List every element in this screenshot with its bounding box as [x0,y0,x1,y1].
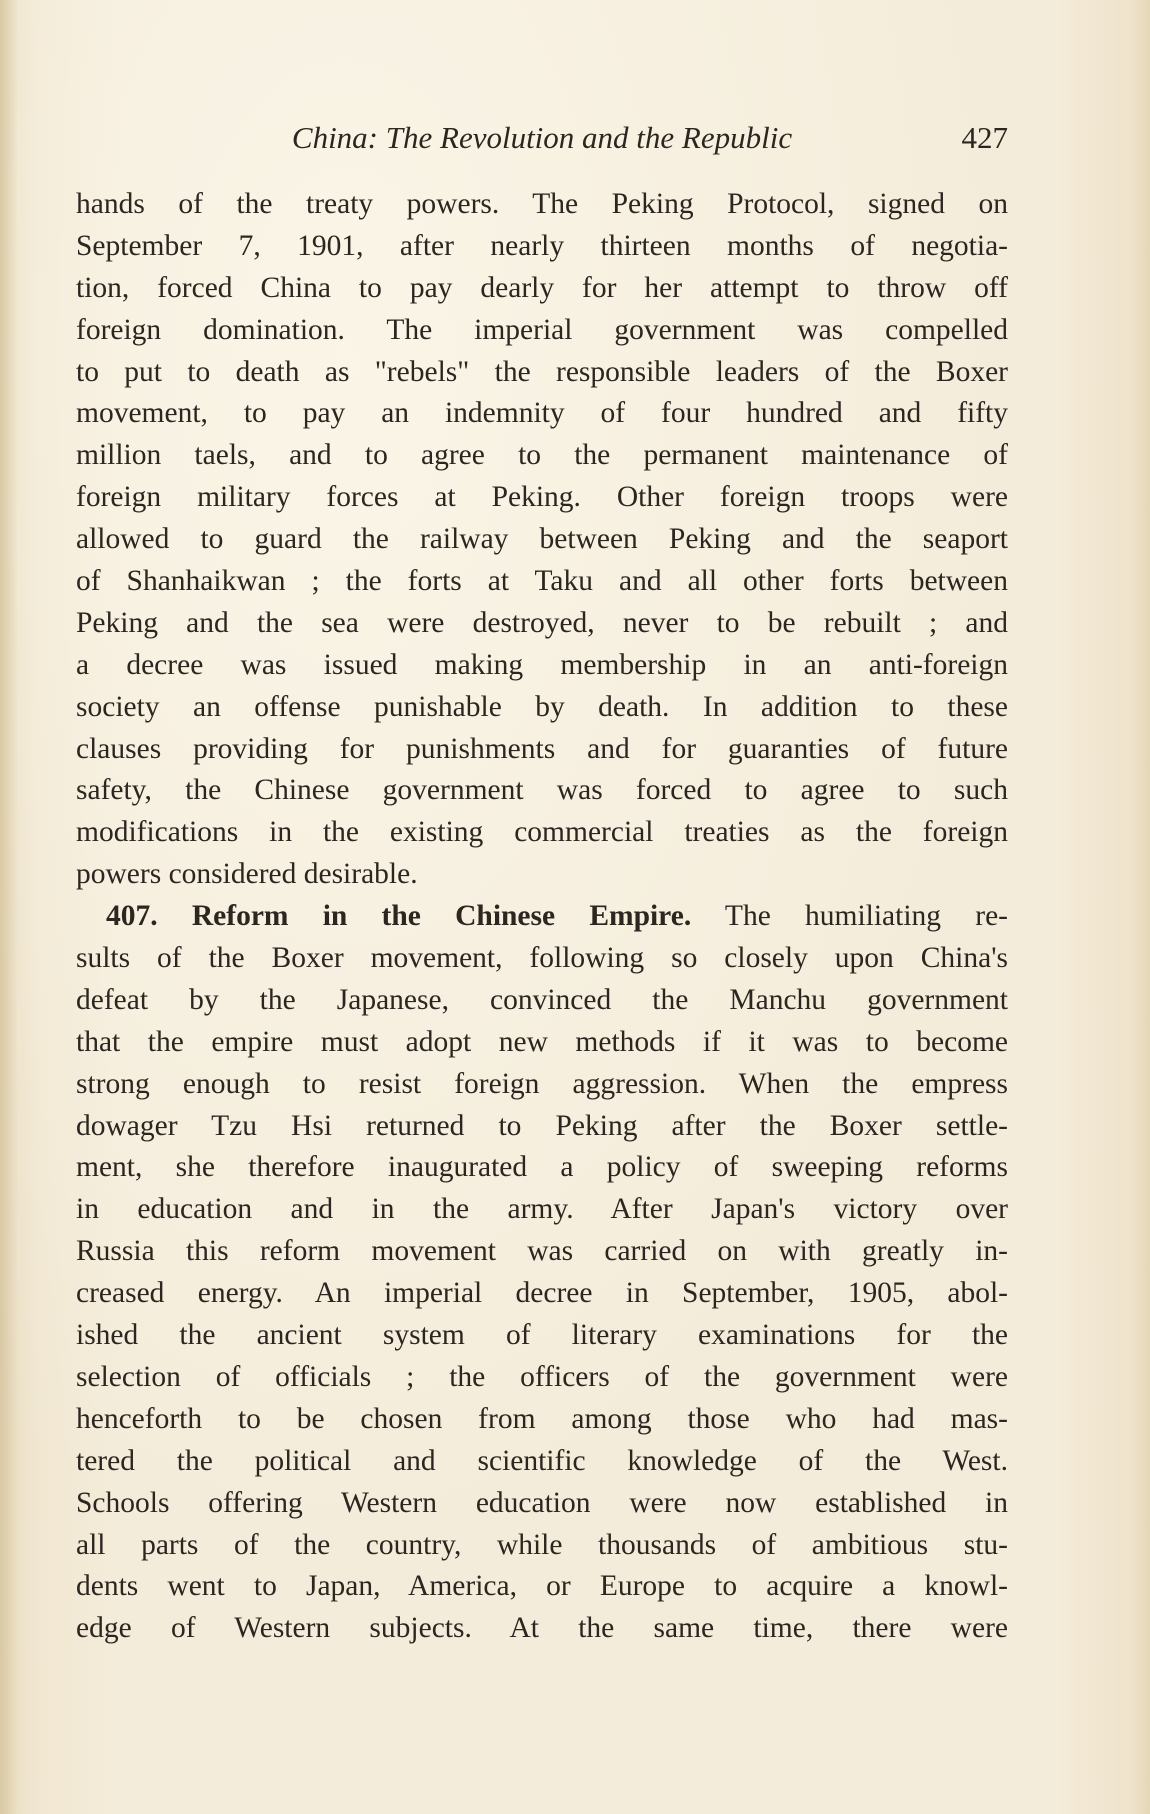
text-line: million taels, and to agree to the permanent maintenance of [76,439,1008,472]
text-line: Peking and the sea were destroyed, never to be rebuilt ; and [76,606,1008,639]
text-line: of Shanhaikwan ; the forts at Taku and all other forts between [76,565,1008,598]
body-text [76,184,1008,1650]
text-line: September 7, 1901, after nearly thirteen months of negotia- [76,229,1008,262]
text-line: allowed to guard the railway between Peking and the seaport [76,523,1008,556]
text-line: that the empire must adopt new methods if it was to become [76,1025,1008,1058]
page-number: 427 [961,120,1008,155]
text-line: sults of the Boxer movement, following so closely upon China's [76,942,1008,975]
text-line: Russia this reform movement was carried on with greatly in- [76,1235,1008,1268]
text-line: defeat by the Japanese, convinced the Manchu government [76,983,1008,1016]
page-header [76,116,1008,166]
text-line: tered the political and scientific knowledge of the West. [76,1444,1008,1477]
text-line: to put to death as "rebels" the responsible leaders of the Boxer [76,355,1008,388]
section-407 [76,896,1008,1650]
text-line: movement, to pay an indemnity of four hundred and fifty [76,397,1008,430]
text-line: safety, the Chinese government was forced to agree to such [76,774,1008,807]
text-line: tion, forced China to pay dearly for her attempt to throw off [76,271,1008,304]
text-line: creased energy. An imperial decree in September, 1905, abol- [76,1277,1008,1310]
running-title: China: The Revolution and the Republic [291,120,793,155]
text-line: foreign domination. The imperial government was compelled [76,313,1008,346]
text-line: clauses providing for punishments and for guaranties of future [76,732,1008,765]
text-line: dowager Tzu Hsi returned to Peking after the Boxer settle- [76,1109,1008,1142]
text-line: Schools offering Western education were now established in [76,1486,1008,1519]
text-line: edge of Western subjects. At the same time, there were [76,1612,1008,1645]
text-line: a decree was issued making membership in an anti-foreign [76,648,1008,681]
text-line: powers considered desirable. [76,858,418,891]
section-heading: 407. Reform in the Chinese Empire. [106,900,692,933]
text-line: foreign military forces at Peking. Other foreign troops were [76,481,1008,514]
text-line: society an offense punishable by death. In addition to these [76,690,1008,723]
text-line: modifications in the existing commercial treaties as the foreign [76,816,1008,849]
text-line: all parts of the country, while thousands of ambitious stu- [76,1528,1008,1561]
section-first-line [76,896,1008,938]
text-line: selection of officials ; the officers of the government were [76,1360,1008,1393]
text-line: henceforth to be chosen from among those who had mas- [76,1402,1008,1435]
paragraph-1 [76,184,1008,896]
text-line: hands of the treaty powers. The Peking Protocol, signed on [76,188,1008,220]
text-line: strong enough to resist foreign aggression. When the empress [76,1067,1008,1100]
text-line: in education and in the army. After Japan's victory over [76,1193,1008,1226]
page-gutter-shadow [0,0,18,1814]
section-first-line-text: The humiliating re- [724,900,1008,933]
text-line: ment, she therefore inaugurated a policy of sweeping reforms [76,1151,1008,1184]
text-line: dents went to Japan, America, or Europe to acquire a knowl- [76,1570,1008,1603]
text-line: ished the ancient system of literary examinations for the [76,1319,1008,1352]
